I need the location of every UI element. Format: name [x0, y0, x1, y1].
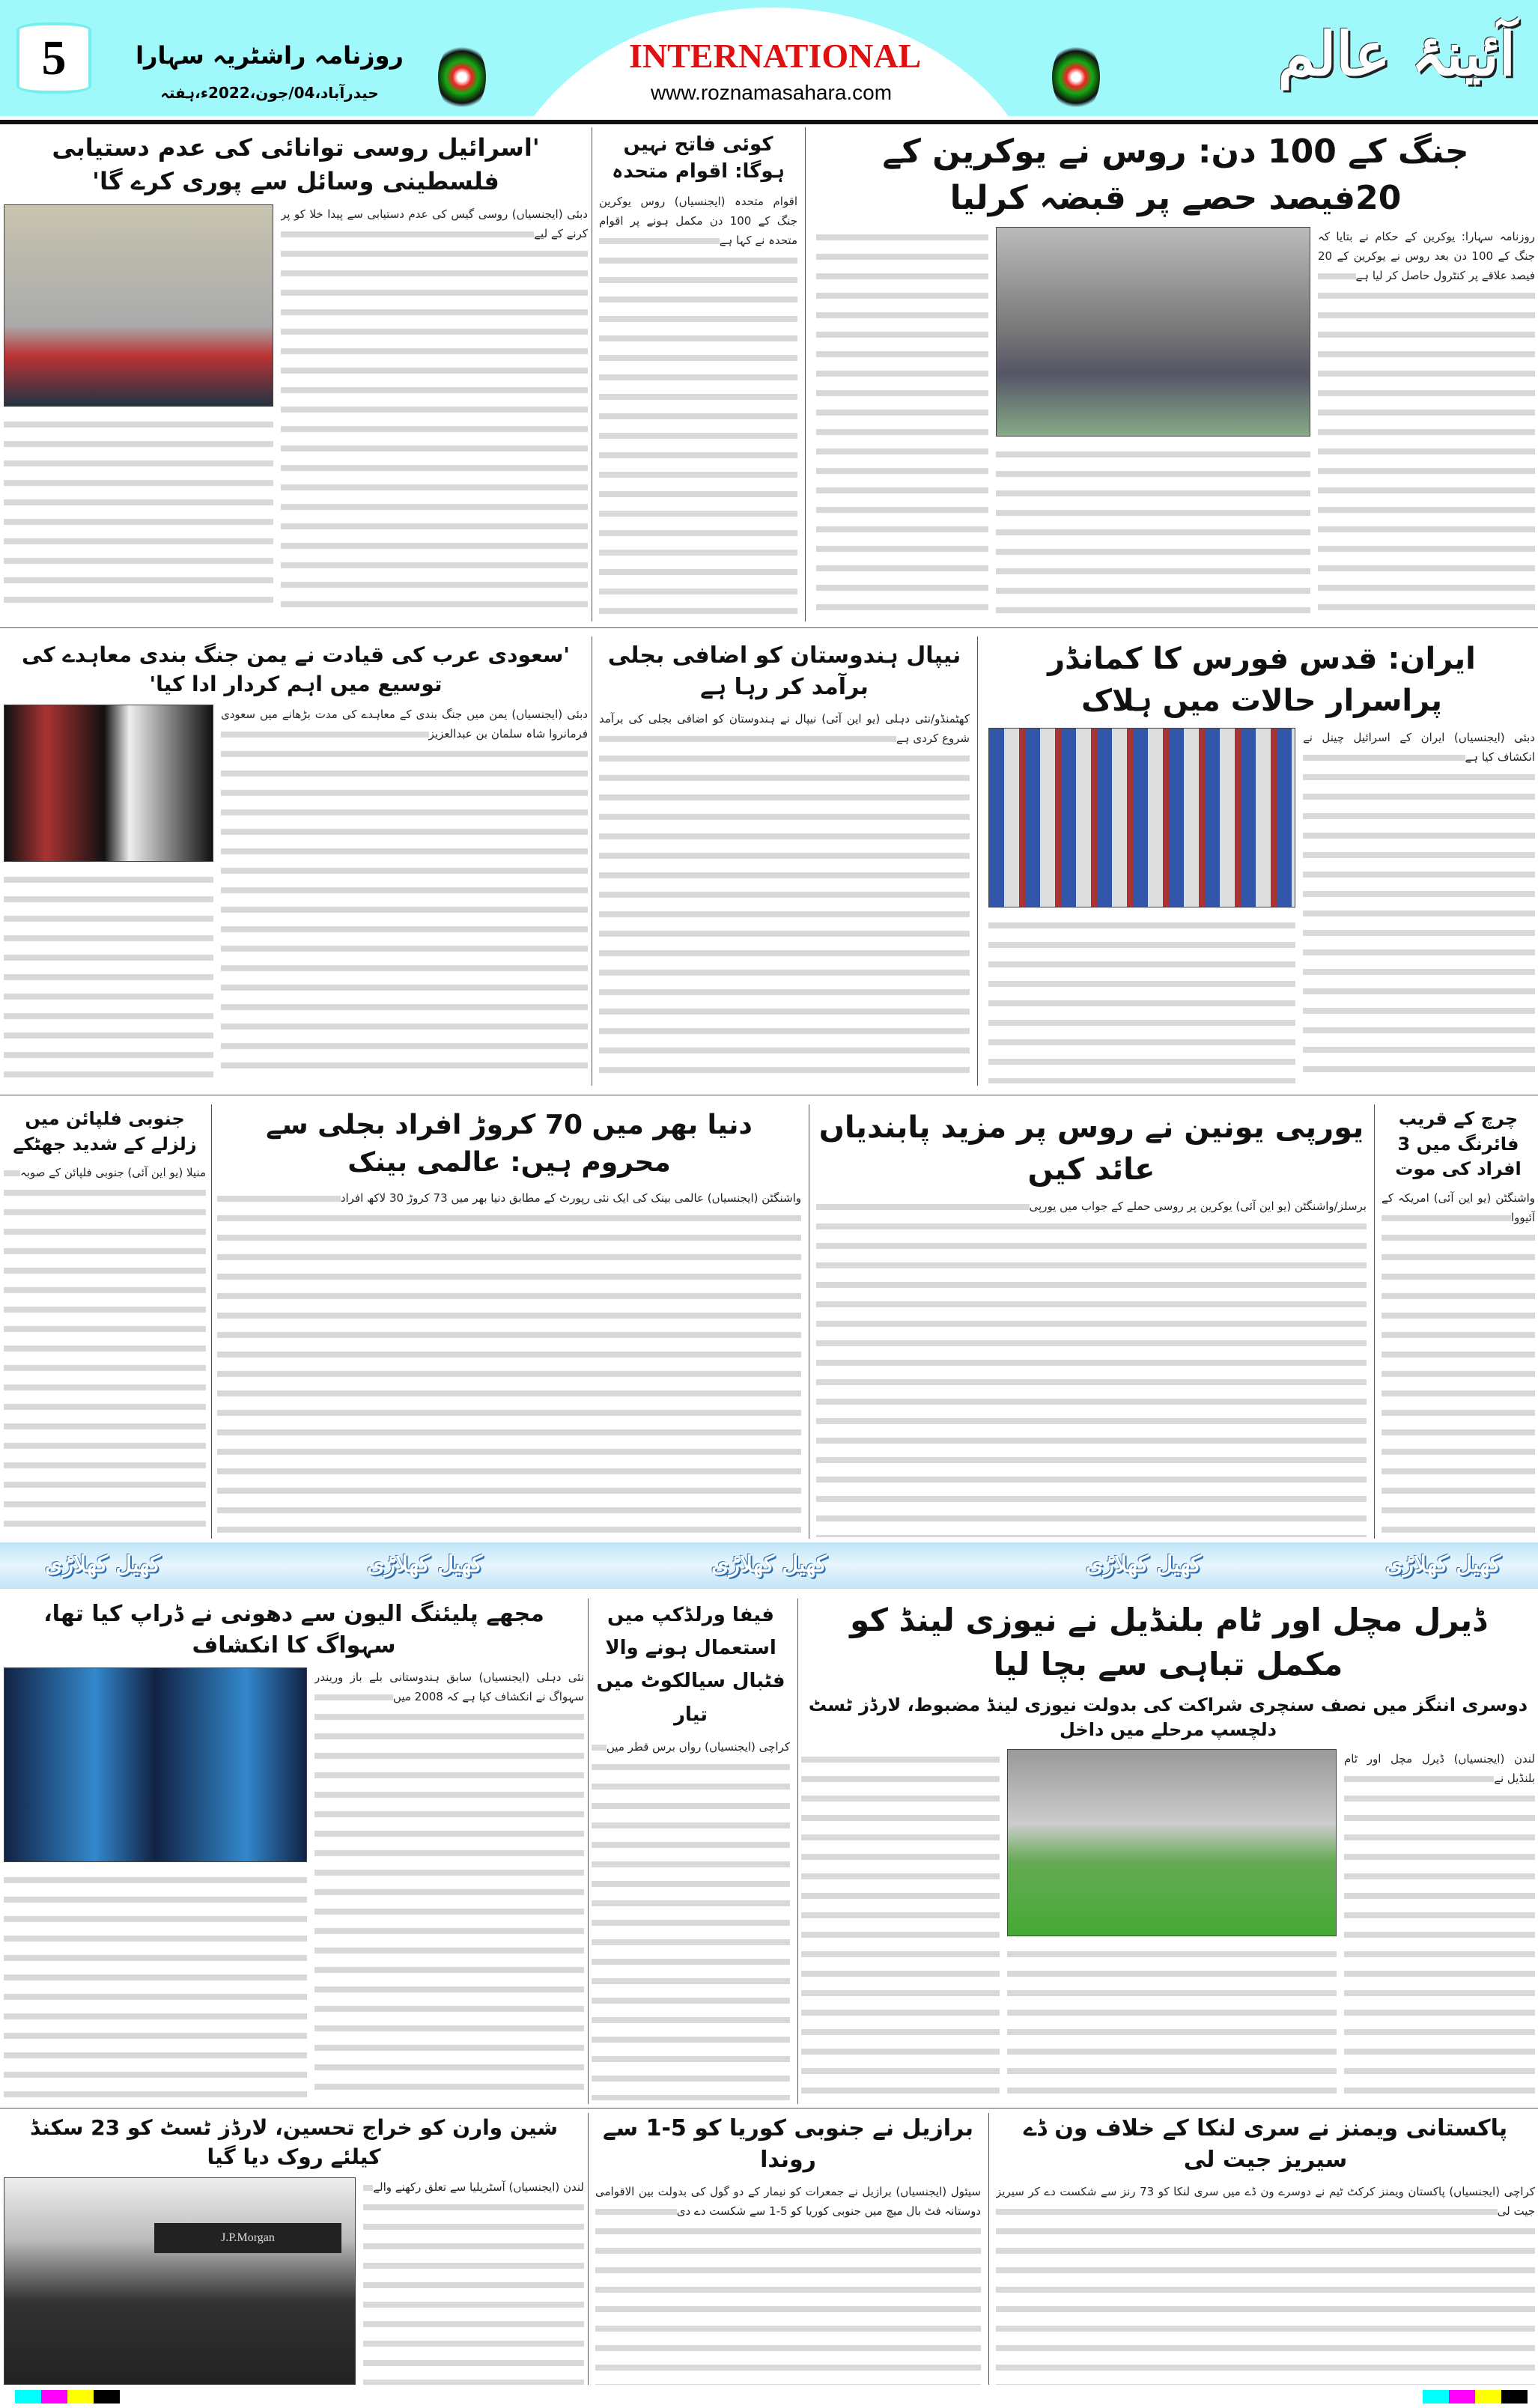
column-rule: [805, 127, 806, 621]
color-bar: [1423, 2390, 1449, 2404]
story-church-body: واشنگٹن (یو این آئی) امریکہ کے آئیووا: [1382, 1188, 1535, 1537]
sports-label: کھیل کھلاڑی: [711, 1551, 827, 1578]
column-rule: [1374, 1104, 1375, 1539]
subheadline-nz: دوسری اننگز میں نصف سنچری شراکت کی بدولت نیوزی لینڈ مضبوط، لارڈز ٹسٹ دلچسپ مرحلے میں داخل: [808, 1694, 1528, 1741]
story-iran-body: دبئی (ایجنسیاں) ایران کے اسرائیل چینل نے انکشاف کیا ہے: [1303, 728, 1535, 1083]
headline-nepal: نیپال ہندوستان کو اضافی بجلی برآمد کر رہا ہے: [607, 642, 961, 700]
paper-logo: روزنامہ راشٹریہ سہارا: [136, 41, 404, 70]
story-israel: [4, 131, 588, 614]
headline-pakistan-women: پاکستانی ویمنز نے سری لنکا کے خلاف ون ڈے سیریز جیت لی: [1023, 2115, 1508, 2173]
headline-eu: یورپی یونین نے روس پر مزید پابندیاں عائد کیں: [818, 1110, 1364, 1187]
headline-saudi: 'سعودی عرب کی قیادت نے یمن جنگ بندی معاہدے کی توسیع میں اہم کردار ادا کیا': [21, 642, 571, 697]
column-rule: [977, 636, 978, 1086]
story-russia: [816, 129, 1535, 615]
photo-cricket-lords: [1007, 1749, 1337, 1936]
story-nepal-body: کھٹمنڈو/نئی دہلی (یو این آئی) نیپال نے ہندوستان کو اضافی بجلی کی برآمد شروع کردی ہے: [599, 709, 970, 1082]
headline-church: چرچ کے قریب فائرنگ میں 3 افراد کی موت: [1395, 1108, 1522, 1180]
story-church: [1382, 1107, 1535, 1537]
story-warne: [4, 2113, 584, 2385]
color-bar: [94, 2390, 120, 2404]
headline-warne: شین وارن کو خراج تحسین، لارڈز ٹسٹ کو 23 سکنڈ کیلئے روک دیا گیا: [29, 2115, 558, 2170]
story-saudi-body: دبئی (ایجنسیاں) یمن میں جنگ بندی کے معاہدے کی مدت بڑھانے میں سعودی فرمانروا شاہ سلمان بن عبدالعزیز: [221, 705, 588, 1082]
sports-label: کھیل کھلاڑی: [1385, 1551, 1501, 1578]
headline-iran: ایران: قدس فورس کا کمانڈر پراسرار حالات میں ہلاک: [1048, 642, 1476, 718]
column-rule: [211, 1104, 212, 1539]
sunburst-icon: [438, 41, 486, 113]
headline-brazil: برازیل نے جنوبی کوریا کو 5-1 سے روندا: [603, 2115, 973, 2173]
color-bar: [1475, 2390, 1501, 2404]
story-eu-body: برسلز/واشنگٹن (یو این آئی) یوکرین پر روسی حملے کے جواب میں یورپی: [816, 1197, 1367, 1537]
story-sehwag: [4, 1599, 584, 2100]
story-eu: [816, 1107, 1367, 1537]
photo-saudi-leaders: [4, 705, 213, 862]
headline-sehwag: مجھے پلیئنگ الیون سے دھونی نے ڈراپ کیا تھا، سہواگ کا انکشاف: [43, 1601, 544, 1658]
headline-worldbank: دنیا بھر میں 70 کروڑ افراد بجلی سے محروم ہیں: عالمی بینک: [266, 1110, 753, 1179]
photo-warne-tribute: [4, 2177, 356, 2385]
story-brazil-body: سیئول (ایجنسیاں) برازیل نے جمعرات کو نیمار کے دو گول کی بدولت بین الاقوامی دوستانہ فٹ بال میچ میں جنوبی کوریا کو 5-1 سے شکست دے دی: [595, 2182, 981, 2385]
page-number: 5: [16, 22, 91, 94]
story-fifa: [592, 1599, 790, 2100]
color-bar: [1501, 2390, 1528, 2404]
story-un: [599, 131, 797, 614]
story-philippines-body: منیلا (یو این آئی) جنوبی فلپائن کے صوبہ: [4, 1163, 206, 1537]
color-bar: [15, 2390, 41, 2404]
color-bar: [67, 2390, 94, 2404]
headline-fifa: فیفا ورلڈکپ میں استعمال ہونے والا فٹبال سیالکوٹ میں تیار: [596, 1604, 785, 1726]
headline-un: کوئی فاتح نہیں ہوگا: اقوام متحدہ: [612, 133, 785, 183]
sports-label: کھیل کھلاڑی: [367, 1551, 483, 1578]
story-israel-body: دبئی (ایجنسیاں) روسی گیس کی عدم دستیابی سے پیدا خلا کو پر کرنے کے لیے: [281, 204, 588, 614]
story-nepal: [599, 640, 970, 1082]
story-nz-body: لندن (ایجنسیاں) ڈیرل مچل اور ٹام بلنڈیل نے: [1344, 1749, 1535, 2100]
column-rule: [988, 2113, 989, 2385]
headline-israel: 'اسرائیل روسی توانائی کی عدم دستیابی فلسطینی وسائل سے پوری کرے گا': [52, 133, 540, 195]
photo-smoke-ukraine: [996, 227, 1310, 437]
photo-dhoni-sehwag: [4, 1667, 307, 1862]
sponsor-board: J.P.Morgan: [154, 2223, 341, 2253]
story-nz: [801, 1599, 1535, 2100]
section-title: INTERNATIONAL: [629, 37, 922, 75]
story-pakistan: [996, 2113, 1535, 2385]
photo-gas-rig: [4, 204, 273, 407]
story-warne-body: لندن (ایجنسیاں) آسٹریلیا سے تعلق رکھنے والے: [363, 2177, 584, 2385]
sunburst-icon: [1052, 41, 1100, 113]
row-rule: [0, 627, 1538, 628]
story-worldbank: [217, 1107, 801, 1537]
story-un-body: اقوام متحدہ (ایجنسیاں) روس یوکرین جنگ کے 100 دن مکمل ہونے پر اقوام متحدہ نے کہا ہے: [599, 192, 797, 614]
story-philippines: [4, 1107, 206, 1537]
story-brazil: [595, 2113, 981, 2385]
story-russia-body-2: [816, 227, 988, 615]
sports-label: کھیل کھلاڑی: [1086, 1551, 1202, 1578]
story-sehwag-body-2: [4, 1870, 307, 2100]
column-rule: [588, 1599, 589, 2104]
story-iran: [988, 638, 1535, 1083]
story-russia-body-3: [996, 444, 1310, 615]
story-saudi-body-2: [4, 869, 213, 1082]
column-rule: [797, 1599, 798, 2104]
website-link[interactable]: www.roznamasahara.com: [650, 81, 893, 104]
story-nz-body-2: [801, 1749, 1000, 2100]
headline-russia: جنگ کے 100 دن: روس نے یوکرین کے 20فیصد حصے پر قبضہ کرلیا: [882, 133, 1469, 217]
sports-label: کھیل کھلاڑی: [45, 1551, 161, 1578]
story-worldbank-body: واشنگٹن (ایجنسیاں) عالمی بینک کی ایک نئی رپورٹ کے مطابق دنیا بھر میں 73 کروڑ 30 لاکھ افراد: [217, 1188, 801, 1537]
story-saudi: [4, 640, 588, 1082]
story-sehwag-body: نئی دہلی (ایجنسیاں) سابق ہندوستانی بلے باز وریندر سہواگ نے انکشاف کیا ہے کہ 2008 میں: [314, 1667, 584, 2100]
story-fifa-body: کراچی (ایجنسیاں) رواں برس قطر میں: [592, 1737, 790, 2100]
story-nz-body-3: [1007, 1944, 1337, 2100]
dateline: حیدرآباد،04/جون،2022ء،ہفتہ: [160, 84, 379, 102]
headline-philippines: جنوبی فلپائن میں زلزلے کے شدید جھٹکے: [13, 1108, 197, 1155]
column-rule: [588, 2113, 589, 2385]
story-russia-body: روزنامہ سہارا: یوکرین کے حکام نے بتایا کہ جنگ کے 100 دن بعد روس نے یوکرین کے 20 فیصد علاقے پر کنٹرول حاصل کر لیا ہے: [1318, 227, 1535, 615]
color-bar: [1449, 2390, 1475, 2404]
page-title: آئینۂ عالم: [1277, 19, 1516, 89]
story-israel-body-2: [4, 414, 273, 614]
color-bar: [41, 2390, 67, 2404]
story-iran-body-2: [988, 915, 1295, 1083]
photo-parade: [988, 728, 1295, 907]
headline-nz: ڈیرل مچل اور ٹام بلنڈیل نے نیوزی لینڈ کو مکمل تباہی سے بچا لیا: [850, 1602, 1486, 1682]
header-rule: [0, 120, 1538, 124]
story-pakistan-body: کراچی (ایجنسیاں) پاکستان ویمنز کرکٹ ٹیم نے دوسرے ون ڈے میں سری لنکا کو 73 رنز سے شکست دے کر سیریز جیت لی: [996, 2182, 1535, 2385]
